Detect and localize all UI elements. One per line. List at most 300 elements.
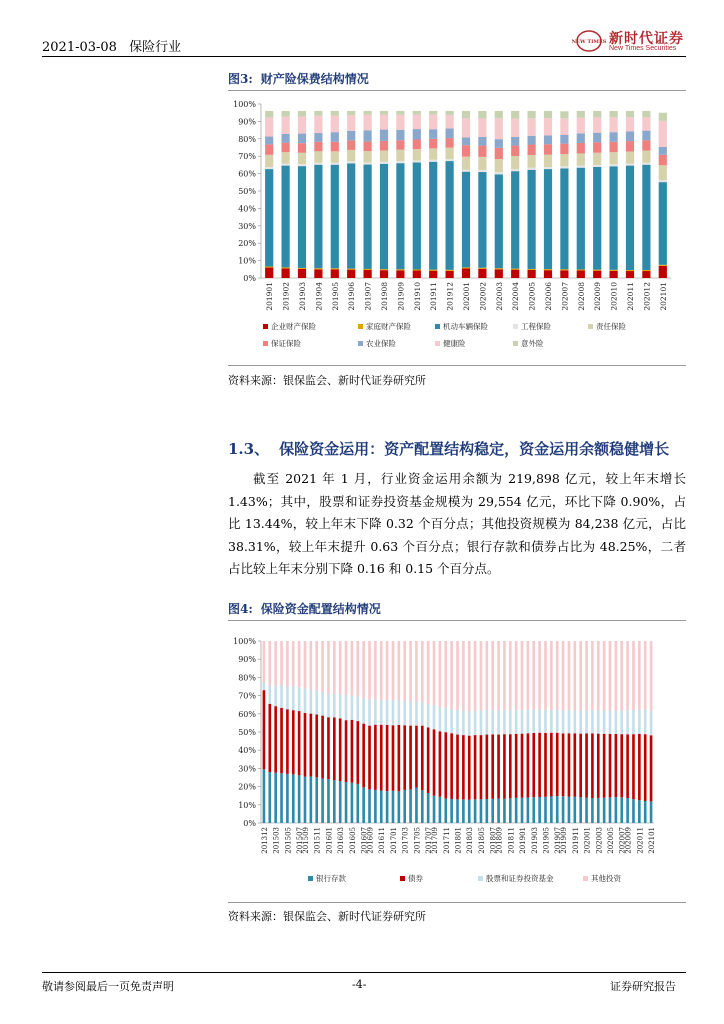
bar-segment-8 bbox=[314, 116, 322, 133]
y-tick-label: 50% bbox=[238, 187, 256, 196]
bar-segment-4 bbox=[626, 641, 629, 710]
bar-segment-6 bbox=[298, 143, 306, 153]
bar-segment-2 bbox=[356, 721, 359, 784]
bar-segment-3 bbox=[380, 700, 383, 725]
bar-segment-1 bbox=[609, 797, 612, 823]
bar-segment-5 bbox=[626, 152, 634, 164]
bar-segment-6 bbox=[314, 142, 322, 152]
logo-name-en: New Times Securities bbox=[609, 45, 677, 52]
page-header bbox=[42, 36, 189, 55]
bar-segment-3 bbox=[433, 705, 436, 729]
legend-swatch bbox=[435, 324, 440, 329]
bar-segment-4 bbox=[593, 165, 601, 167]
section-heading bbox=[228, 438, 669, 459]
bar-segment-4 bbox=[556, 641, 559, 710]
bar-segment-4 bbox=[409, 641, 412, 701]
bar-segment-3 bbox=[620, 711, 623, 734]
bar-segment-3 bbox=[495, 174, 503, 268]
bar-segment-3 bbox=[282, 166, 290, 268]
bar-segment-3 bbox=[527, 710, 530, 733]
bar-segment-7 bbox=[495, 139, 503, 148]
bar-segment-5 bbox=[380, 150, 388, 161]
bar-segment-3 bbox=[626, 166, 634, 270]
bar-segment-8 bbox=[364, 115, 372, 130]
bar-segment-1 bbox=[315, 777, 318, 823]
bar-segment-2 bbox=[282, 267, 290, 268]
bar-segment-3 bbox=[450, 709, 453, 733]
bar-segment-1 bbox=[573, 797, 576, 823]
bar-segment-2 bbox=[450, 733, 453, 799]
x-tick-label: 201609 bbox=[366, 827, 375, 854]
bar-segment-2 bbox=[268, 704, 271, 772]
bar-segment-2 bbox=[427, 727, 430, 793]
x-tick-label: 202007 bbox=[560, 282, 570, 311]
bar-segment-3 bbox=[347, 163, 355, 268]
bar-segment-4 bbox=[511, 169, 519, 171]
bar-segment-5 bbox=[429, 148, 437, 159]
bar-segment-1 bbox=[593, 271, 601, 278]
bar-segment-8 bbox=[478, 118, 486, 136]
y-tick-label: 90% bbox=[238, 655, 256, 665]
bar-segment-5 bbox=[577, 153, 585, 165]
bar-segment-1 bbox=[550, 796, 553, 823]
bar-segment-3 bbox=[356, 696, 359, 721]
x-tick-label: 201901 bbox=[265, 282, 275, 311]
bar-segment-3 bbox=[298, 166, 306, 268]
bar-segment-4 bbox=[280, 641, 283, 685]
bar-segment-3 bbox=[626, 710, 629, 734]
bar-segment-4 bbox=[579, 641, 582, 711]
bar-segment-3 bbox=[362, 698, 365, 723]
bar-segment-4 bbox=[286, 641, 289, 687]
bar-segment-3 bbox=[544, 169, 552, 269]
y-tick-label: 20% bbox=[238, 239, 256, 249]
bar-segment-3 bbox=[579, 711, 582, 734]
bar-segment-2 bbox=[659, 265, 667, 266]
bar-segment-2 bbox=[544, 269, 552, 270]
bar-segment-1 bbox=[398, 791, 401, 823]
bar-segment-9 bbox=[314, 111, 322, 116]
bar-segment-6 bbox=[642, 140, 650, 150]
bar-segment-2 bbox=[550, 733, 553, 797]
y-tick-label: 90% bbox=[238, 117, 256, 127]
bar-segment-7 bbox=[298, 134, 306, 144]
x-tick-label: 201611 bbox=[378, 827, 387, 854]
bar-segment-3 bbox=[345, 695, 348, 720]
bar-segment-1 bbox=[509, 798, 512, 823]
bar-segment-2 bbox=[603, 734, 606, 798]
bar-segment-3 bbox=[615, 711, 618, 734]
bar-segment-9 bbox=[462, 111, 470, 118]
bar-segment-9 bbox=[396, 111, 404, 115]
bar-segment-8 bbox=[413, 115, 421, 129]
bar-segment-1 bbox=[577, 271, 585, 278]
bar-segment-3 bbox=[503, 710, 506, 734]
bar-segment-1 bbox=[298, 269, 306, 278]
bar-segment-3 bbox=[392, 700, 395, 725]
bar-segment-2 bbox=[597, 734, 600, 798]
bar-segment-5 bbox=[462, 157, 470, 170]
bar-segment-3 bbox=[439, 707, 442, 731]
bar-segment-5 bbox=[610, 152, 618, 164]
bar-segment-3 bbox=[462, 172, 470, 268]
bar-segment-4 bbox=[591, 641, 594, 710]
bar-segment-4 bbox=[362, 641, 365, 698]
bar-segment-1 bbox=[409, 789, 412, 823]
bar-segment-8 bbox=[528, 118, 536, 136]
bar-segment-2 bbox=[380, 269, 388, 270]
bar-segment-1 bbox=[642, 271, 650, 278]
x-tick-label: 201803 bbox=[466, 827, 475, 854]
x-tick-label: 201902 bbox=[281, 282, 291, 311]
bar-segment-1 bbox=[462, 268, 470, 278]
bar-segment-5 bbox=[364, 151, 372, 162]
bar-segment-5 bbox=[560, 154, 568, 166]
bar-segment-4 bbox=[538, 641, 541, 710]
x-tick-label: 202005 bbox=[527, 282, 537, 311]
x-tick-label: 201911 bbox=[571, 827, 580, 854]
bar-segment-3 bbox=[521, 710, 524, 734]
bar-segment-6 bbox=[593, 142, 601, 152]
legend-swatch bbox=[400, 876, 405, 881]
figure4-source: 资料来源：银保监会、新时代证券研究所 bbox=[228, 910, 426, 923]
x-tick-label: 201607 bbox=[360, 827, 369, 854]
bar-segment-1 bbox=[544, 797, 547, 823]
bar-segment-3 bbox=[562, 710, 565, 733]
bar-segment-5 bbox=[544, 155, 552, 167]
bar-segment-3 bbox=[368, 699, 371, 725]
bar-segment-1 bbox=[286, 774, 289, 823]
bar-segment-3 bbox=[573, 711, 576, 734]
bar-segment-2 bbox=[573, 733, 576, 796]
bar-segment-2 bbox=[263, 690, 266, 769]
bar-segment-4 bbox=[364, 162, 372, 164]
bar-segment-4 bbox=[480, 641, 483, 711]
bar-segment-2 bbox=[413, 269, 421, 270]
y-tick-label: 30% bbox=[238, 764, 256, 774]
bar-segment-6 bbox=[364, 142, 372, 152]
section-number: 1.3、 bbox=[228, 440, 270, 458]
bar-segment-3 bbox=[265, 169, 273, 266]
bar-segment-2 bbox=[568, 733, 571, 796]
bar-segment-2 bbox=[538, 733, 541, 797]
bar-segment-1 bbox=[427, 793, 430, 823]
bar-segment-1 bbox=[468, 800, 471, 823]
y-tick-label: 100% bbox=[233, 100, 256, 109]
bar-segment-4 bbox=[368, 641, 371, 699]
bar-segment-2 bbox=[409, 726, 412, 790]
y-tick-label: 0% bbox=[243, 274, 256, 283]
bar-segment-6 bbox=[478, 146, 486, 157]
bar-segment-4 bbox=[380, 162, 388, 164]
bar-segment-3 bbox=[386, 700, 389, 725]
bar-segment-4 bbox=[515, 641, 518, 710]
bar-segment-5 bbox=[495, 159, 503, 172]
bar-segment-2 bbox=[331, 268, 339, 269]
bar-segment-3 bbox=[364, 165, 372, 269]
bar-segment-1 bbox=[362, 787, 365, 823]
bar-segment-1 bbox=[268, 772, 271, 823]
bar-segment-3 bbox=[515, 710, 518, 734]
bar-segment-1 bbox=[444, 798, 447, 823]
bar-segment-3 bbox=[468, 711, 471, 736]
y-tick-label: 60% bbox=[238, 169, 256, 179]
bar-segment-4 bbox=[415, 641, 418, 701]
bar-segment-1 bbox=[339, 781, 342, 823]
bar-segment-4 bbox=[568, 641, 571, 710]
bar-segment-2 bbox=[444, 732, 447, 798]
bar-segment-1 bbox=[532, 797, 535, 823]
bar-segment-1 bbox=[446, 271, 454, 278]
bar-segment-7 bbox=[462, 137, 470, 145]
bar-segment-8 bbox=[396, 115, 404, 130]
bar-segment-1 bbox=[450, 799, 453, 823]
legend-swatch bbox=[263, 341, 268, 346]
legend-swatch bbox=[308, 876, 313, 881]
bar-segment-1 bbox=[620, 797, 623, 823]
figure3-title bbox=[228, 70, 369, 87]
bar-segment-3 bbox=[597, 710, 600, 733]
legend-swatch bbox=[435, 341, 440, 346]
bar-segment-1 bbox=[511, 270, 519, 278]
bar-segment-2 bbox=[495, 268, 503, 269]
bar-segment-3 bbox=[474, 711, 477, 735]
bar-segment-2 bbox=[286, 709, 289, 774]
bar-segment-2 bbox=[446, 270, 454, 271]
bar-segment-3 bbox=[491, 710, 494, 734]
bar-segment-2 bbox=[577, 269, 585, 270]
bar-segment-2 bbox=[362, 724, 365, 788]
bar-segment-7 bbox=[413, 129, 421, 139]
bar-segment-6 bbox=[560, 144, 568, 154]
bar-segment-2 bbox=[364, 269, 372, 270]
bar-segment-2 bbox=[462, 735, 465, 799]
bar-segment-2 bbox=[403, 725, 406, 790]
bar-segment-3 bbox=[444, 708, 447, 732]
legend-label: 企业财产保险 bbox=[271, 322, 316, 331]
bar-segment-7 bbox=[364, 130, 372, 141]
x-tick-label: 202101 bbox=[658, 282, 668, 311]
bar-segment-1 bbox=[298, 775, 301, 823]
x-tick-label: 202010 bbox=[609, 282, 619, 311]
bar-segment-7 bbox=[429, 129, 437, 139]
bar-segment-3 bbox=[446, 161, 454, 270]
bar-segment-1 bbox=[415, 788, 418, 823]
bar-segment-4 bbox=[386, 641, 389, 700]
bar-segment-2 bbox=[532, 733, 535, 797]
bar-segment-6 bbox=[659, 155, 667, 165]
bar-segment-1 bbox=[456, 799, 459, 823]
bar-segment-4 bbox=[462, 641, 465, 711]
bar-segment-3 bbox=[396, 163, 404, 269]
bar-segment-4 bbox=[298, 164, 306, 166]
bar-segment-8 bbox=[511, 119, 519, 137]
bar-segment-1 bbox=[560, 270, 568, 278]
bar-segment-4 bbox=[609, 641, 612, 711]
bar-segment-2 bbox=[265, 267, 273, 268]
legend-label: 家庭财产保险 bbox=[366, 322, 411, 331]
x-tick-label: 202101 bbox=[648, 827, 657, 854]
bar-segment-5 bbox=[347, 150, 355, 161]
bar-segment-9 bbox=[380, 111, 388, 115]
bar-segment-2 bbox=[491, 734, 494, 798]
bar-segment-1 bbox=[392, 791, 395, 823]
x-tick-label: 202006 bbox=[544, 282, 553, 311]
bar-segment-4 bbox=[532, 641, 535, 710]
bar-segment-6 bbox=[429, 139, 437, 149]
bar-segment-4 bbox=[292, 641, 295, 686]
report-date: 2021-03-08 bbox=[42, 40, 117, 55]
bar-segment-2 bbox=[396, 269, 404, 270]
bar-segment-3 bbox=[509, 710, 512, 734]
bar-segment-4 bbox=[392, 641, 395, 700]
bar-segment-5 bbox=[478, 157, 486, 170]
bar-segment-3 bbox=[321, 692, 324, 715]
bar-segment-3 bbox=[642, 165, 650, 270]
bar-segment-4 bbox=[356, 641, 359, 696]
figure3-number: 图3: bbox=[228, 72, 253, 86]
bar-segment-1 bbox=[556, 796, 559, 823]
bar-segment-2 bbox=[462, 267, 470, 268]
x-tick-label: 201903 bbox=[530, 827, 539, 854]
bar-segment-4 bbox=[562, 641, 565, 710]
bar-segment-3 bbox=[511, 171, 519, 268]
bar-segment-9 bbox=[364, 111, 372, 115]
legend-swatch bbox=[263, 324, 268, 329]
bar-segment-2 bbox=[456, 735, 459, 800]
y-tick-label: 60% bbox=[238, 709, 256, 719]
bar-segment-8 bbox=[462, 118, 470, 137]
bar-segment-7 bbox=[511, 137, 519, 146]
bar-segment-7 bbox=[642, 131, 650, 141]
bar-segment-4 bbox=[396, 161, 404, 163]
bar-segment-2 bbox=[351, 720, 354, 783]
bar-segment-8 bbox=[429, 115, 437, 129]
bar-segment-2 bbox=[650, 735, 653, 801]
legend-label: 银行存款 bbox=[316, 874, 346, 883]
bar-segment-4 bbox=[615, 641, 618, 711]
bar-segment-4 bbox=[380, 641, 383, 700]
bar-segment-7 bbox=[560, 135, 568, 144]
bar-segment-1 bbox=[521, 798, 524, 823]
bar-segment-3 bbox=[292, 686, 295, 710]
bar-segment-4 bbox=[585, 641, 588, 710]
bar-segment-6 bbox=[446, 138, 454, 148]
bar-segment-1 bbox=[321, 778, 324, 823]
bar-segment-9 bbox=[331, 111, 339, 116]
bar-segment-4 bbox=[298, 641, 301, 687]
bar-segment-1 bbox=[347, 270, 355, 278]
x-tick-label: 201906 bbox=[347, 282, 357, 311]
y-tick-label: 10% bbox=[238, 800, 256, 810]
x-tick-label: 201805 bbox=[477, 827, 486, 854]
bar-segment-4 bbox=[398, 641, 401, 700]
y-tick-label: 40% bbox=[238, 746, 256, 756]
bar-segment-5 bbox=[298, 153, 306, 164]
bar-segment-8 bbox=[659, 121, 667, 147]
bar-segment-1 bbox=[439, 797, 442, 823]
bar-segment-9 bbox=[528, 111, 536, 118]
bar-segment-6 bbox=[528, 145, 536, 155]
bar-segment-7 bbox=[544, 135, 552, 144]
legend-swatch bbox=[358, 324, 363, 329]
x-tick-label: 201809 bbox=[495, 827, 504, 854]
bar-segment-4 bbox=[495, 172, 503, 174]
bar-segment-2 bbox=[298, 268, 306, 269]
bar-segment-1 bbox=[380, 270, 388, 278]
bar-segment-6 bbox=[577, 143, 585, 153]
bar-segment-3 bbox=[268, 686, 271, 704]
bar-segment-3 bbox=[538, 710, 541, 733]
bar-segment-3 bbox=[286, 687, 289, 710]
legend-label: 工程保险 bbox=[521, 322, 551, 331]
company-logo bbox=[571, 28, 685, 54]
bar-segment-4 bbox=[310, 641, 313, 689]
x-tick-label: 202009 bbox=[624, 827, 633, 854]
bar-segment-6 bbox=[413, 140, 421, 150]
x-tick-label: 201911 bbox=[429, 282, 439, 311]
bar-segment-4 bbox=[321, 641, 324, 692]
bar-segment-2 bbox=[292, 710, 295, 774]
bar-segment-2 bbox=[374, 725, 377, 790]
legend-label: 股票和证券投资基金 bbox=[486, 874, 554, 883]
bar-segment-4 bbox=[528, 168, 536, 170]
bar-segment-1 bbox=[527, 798, 530, 823]
bar-segment-6 bbox=[380, 141, 388, 151]
bar-segment-6 bbox=[282, 143, 290, 153]
bar-segment-1 bbox=[331, 269, 339, 278]
bar-segment-1 bbox=[429, 271, 437, 278]
bar-segment-4 bbox=[650, 641, 653, 711]
bar-segment-8 bbox=[380, 115, 388, 130]
x-tick-label: 202011 bbox=[626, 282, 635, 311]
bar-segment-5 bbox=[413, 149, 421, 160]
bar-segment-3 bbox=[638, 709, 641, 734]
bar-segment-4 bbox=[573, 641, 576, 711]
footer-rule bbox=[42, 972, 686, 973]
bar-segment-1 bbox=[356, 784, 359, 823]
x-tick-label: 202001 bbox=[462, 282, 471, 311]
bar-segment-3 bbox=[380, 164, 388, 269]
bar-segment-3 bbox=[310, 689, 313, 713]
bar-segment-9 bbox=[446, 111, 454, 115]
legend-label: 责任保险 bbox=[596, 322, 626, 331]
bar-segment-4 bbox=[456, 641, 459, 710]
bar-segment-1 bbox=[474, 799, 477, 823]
x-tick-label: 201705 bbox=[413, 827, 422, 854]
bar-segment-1 bbox=[495, 269, 503, 278]
bar-segment-9 bbox=[642, 111, 650, 117]
bar-segment-3 bbox=[632, 710, 635, 734]
bar-segment-1 bbox=[597, 798, 600, 823]
bar-segment-6 bbox=[626, 141, 634, 151]
bar-segment-1 bbox=[638, 800, 641, 823]
bar-segment-4 bbox=[433, 641, 436, 705]
bar-segment-2 bbox=[380, 725, 383, 791]
bar-segment-4 bbox=[427, 641, 430, 704]
bar-segment-3 bbox=[591, 710, 594, 733]
x-tick-label: 201507 bbox=[296, 827, 305, 854]
bar-segment-9 bbox=[626, 111, 634, 117]
x-tick-label: 201901 bbox=[519, 827, 528, 854]
bar-segment-3 bbox=[274, 686, 277, 706]
y-tick-label: 10% bbox=[238, 256, 256, 266]
bar-segment-2 bbox=[478, 268, 486, 269]
bar-segment-2 bbox=[480, 735, 483, 799]
bar-segment-8 bbox=[265, 117, 273, 136]
legend-swatch bbox=[513, 341, 518, 346]
bar-segment-6 bbox=[265, 144, 273, 154]
